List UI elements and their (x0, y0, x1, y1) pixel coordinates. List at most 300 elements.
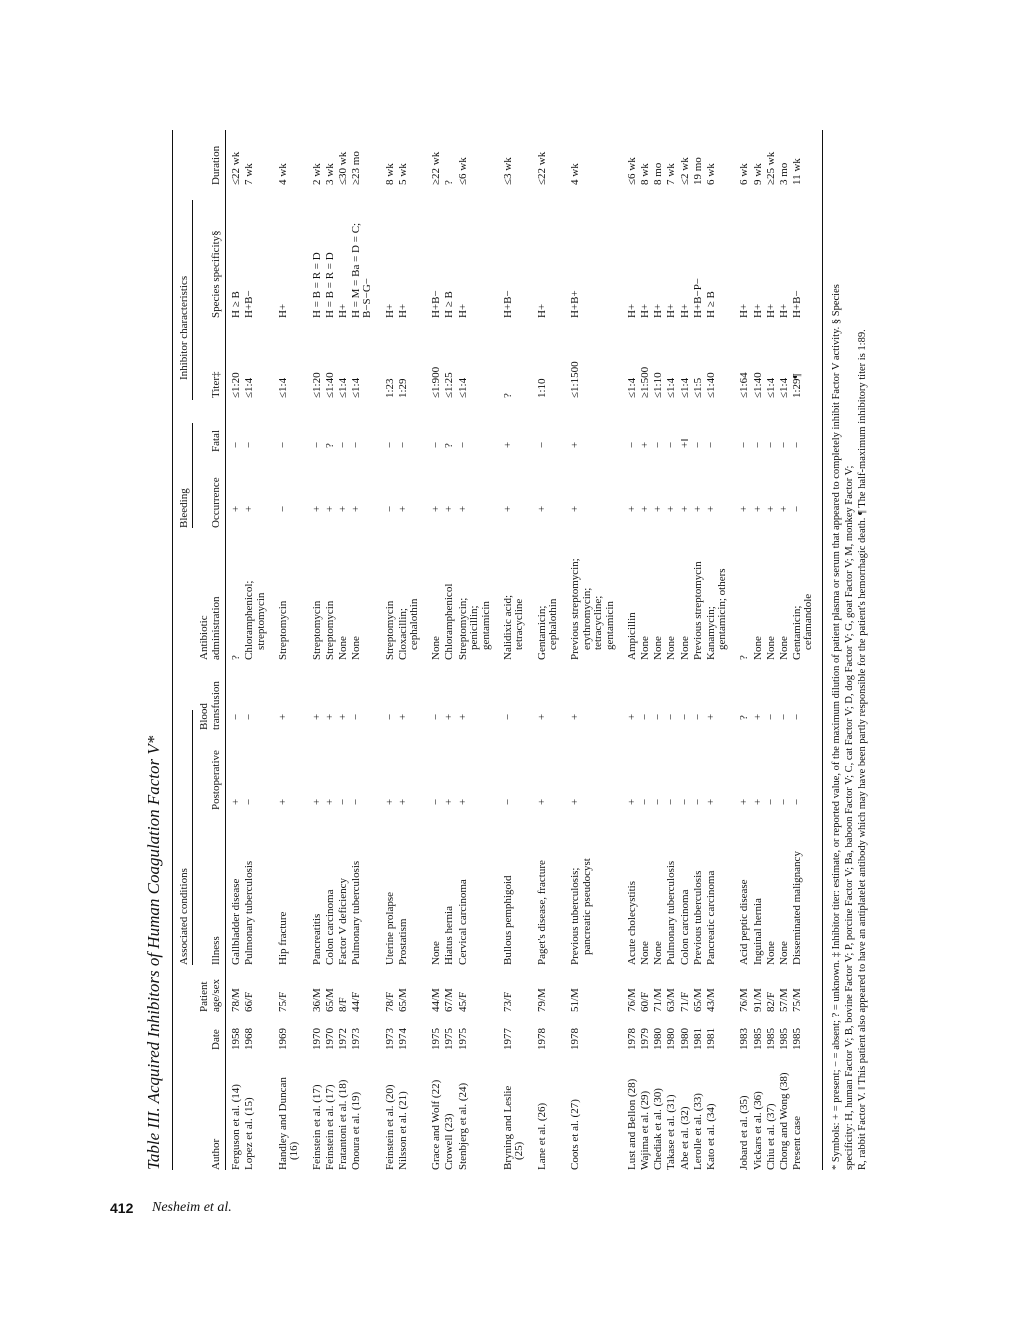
table-footnotes (830, 130, 869, 1170)
cell-species: H+ (535, 303, 548, 318)
cell-age-sex: 67/M (443, 988, 456, 1012)
col-header-occurrence: Occurrence (210, 477, 222, 528)
cell-occurrence: + (349, 505, 362, 512)
cell-author: Kato et al. (34) (704, 1103, 717, 1170)
cell-date: 1985 (751, 1028, 764, 1050)
cell-author: Chediak et al. (30) (652, 1088, 665, 1170)
cell-date: 1978 (626, 1028, 639, 1050)
cell-duration: ≥25 wk (764, 151, 777, 185)
cell-fatal: ? (323, 443, 336, 448)
cell-author: Grace and Wolf (22) (430, 1079, 443, 1170)
cell-species: H+B+ (569, 290, 582, 318)
col-header-patient: Patient (198, 981, 210, 1012)
cell-date: 1970 (323, 1028, 336, 1050)
cell-antibiotic: gentamicin (603, 601, 616, 650)
cell-illness: Cervical carcinoma (456, 879, 469, 965)
cell-transfusion: + (310, 713, 323, 720)
cell-age-sex: 75/M (790, 988, 803, 1012)
cell-species: H = B = R = D (323, 252, 336, 318)
cell-occurrence: + (626, 505, 639, 512)
cell-antibiotic: Ampicillin (626, 612, 639, 660)
cell-occurrence: − (276, 505, 289, 512)
cell-author: Lerolle et al. (33) (691, 1093, 704, 1170)
cell-titer: ≤1:40 (751, 372, 764, 398)
cell-titer: ≤1:64 (738, 372, 751, 398)
cell-species: H+B− (501, 290, 514, 318)
group-rule-associated (192, 710, 193, 965)
cell-antibiotic: streptomycin (254, 592, 267, 650)
cell-duration: 8 wk (383, 163, 396, 185)
cell-antibiotic: None (349, 636, 362, 660)
cell-duration: 5 wk (396, 163, 409, 185)
cell-postoperative: + (323, 798, 336, 805)
col-header-illness: Illness (210, 936, 222, 965)
cell-species: H+ (652, 303, 665, 318)
cell-duration: ≥23 mo (349, 151, 362, 185)
cell-antibiotic: Previous streptomycin; (569, 558, 582, 660)
cell-occurrence: + (243, 505, 256, 512)
cell-species: H+ (626, 303, 639, 318)
cell-transfusion: − (764, 713, 777, 720)
bottom-rule (822, 130, 823, 1170)
cell-species: H = B = R = D (310, 252, 323, 318)
cell-age-sex: 79/M (535, 988, 548, 1012)
cell-illness: Gallbladder disease (230, 878, 242, 965)
cell-age-sex: 82/F (764, 991, 777, 1012)
cell-illness: Prostatism (396, 918, 409, 965)
running-head: Nesheim et al. (152, 1200, 232, 1215)
cell-titer: ≥1:500 (639, 366, 652, 398)
cell-antibiotic: Gentamicin; (535, 605, 548, 660)
landscape-table (140, 120, 880, 1180)
cell-author: Chong and Wong (38) (777, 1072, 790, 1170)
cell-author: Bryning and Leslie (501, 1085, 514, 1170)
cell-date: 1972 (336, 1028, 349, 1050)
cell-postoperative: + (310, 798, 323, 805)
col-header-titer: Titer‡ (210, 371, 222, 398)
cell-occurrence: + (691, 505, 704, 512)
cell-transfusion: − (777, 713, 790, 720)
cell-postoperative: + (396, 798, 409, 805)
cell-author: Feinstein et al. (17) (310, 1084, 323, 1170)
cell-fatal: − (349, 441, 362, 448)
cell-date: 1973 (383, 1028, 396, 1050)
cell-transfusion: − (383, 713, 396, 720)
cell-date: 1981 (691, 1028, 704, 1050)
cell-antibiotic: None (764, 636, 777, 660)
cell-antibiotic: None (751, 636, 764, 660)
cell-fatal: − (790, 441, 803, 448)
cell-date: 1980 (665, 1028, 678, 1050)
cell-species: H ≥ B (443, 291, 456, 318)
cell-fatal: − (777, 441, 790, 448)
cell-transfusion: − (349, 713, 362, 720)
cell-postoperative: + (230, 798, 242, 805)
cell-occurrence: + (764, 505, 777, 512)
cell-species: H+B− (243, 290, 256, 318)
cell-date: 1980 (652, 1028, 665, 1050)
cell-titer: ≤1:4 (764, 377, 777, 398)
cell-transfusion: − (790, 713, 803, 720)
cell-transfusion: + (704, 713, 717, 720)
cell-antibiotic: None (652, 636, 665, 660)
cell-postoperative: − (764, 798, 777, 805)
cell-duration: 6 wk (704, 163, 717, 185)
cell-antibiotic: gentamicin (479, 601, 492, 650)
page-number: 412 (110, 1200, 134, 1216)
cell-species: H ≥ B (704, 291, 717, 318)
cell-titer: ≤1:40 (704, 372, 717, 398)
cell-titer: ≤1:4 (626, 377, 639, 398)
cell-author: Abe et al. (32) (678, 1106, 691, 1170)
cell-fatal: + (501, 441, 514, 448)
cell-age-sex: 36/M (310, 988, 323, 1012)
top-rule (172, 130, 173, 1170)
cell-postoperative: − (349, 798, 362, 805)
cell-antibiotic: None (777, 636, 790, 660)
cell-transfusion: − (501, 713, 514, 720)
cell-duration: 8 mo (652, 162, 665, 185)
cell-postoperative: − (790, 798, 803, 805)
cell-titer: ≤1:4 (349, 377, 362, 398)
col-header-blood: Blood (198, 703, 210, 730)
cell-titer: ≤1:4 (456, 377, 469, 398)
col-header-species: Species specificity§ (210, 230, 222, 318)
cell-date: 1969 (276, 1028, 289, 1050)
cell-occurrence: + (336, 505, 349, 512)
cell-date: 1973 (349, 1028, 362, 1050)
cell-age-sex: 73/F (501, 991, 514, 1012)
cell-illness: Previous tuberculosis (691, 870, 704, 965)
cell-illness: None (639, 941, 652, 965)
cell-author: Lane et al. (26) (535, 1102, 548, 1170)
cell-antibiotic: Streptomycin; (456, 597, 469, 660)
cell-illness: None (777, 941, 790, 965)
group-rule-inhibitor (192, 200, 193, 400)
cell-duration: 7 wk (665, 163, 678, 185)
cell-titer: ≤1:4 (243, 377, 256, 398)
cell-transfusion: + (456, 713, 469, 720)
cell-occurrence: + (310, 505, 323, 512)
cell-transfusion: + (396, 713, 409, 720)
cell-fatal: − (535, 441, 548, 448)
cell-postoperative: − (430, 798, 443, 805)
col-header-administration: administration (210, 596, 222, 660)
cell-fatal: − (243, 441, 256, 448)
cell-species: H+ (764, 303, 777, 318)
cell-transfusion: + (336, 713, 349, 720)
cell-author: Takase et al. (31) (665, 1094, 678, 1170)
group-rule-bleeding (192, 423, 193, 528)
cell-duration: ≤6 wk (626, 157, 639, 185)
col-header-age-sex: age/sex (210, 979, 222, 1012)
cell-duration: 3 wk (323, 163, 336, 185)
cell-titer: ≤1:900 (430, 366, 443, 398)
col-header-antibiotic: Antibiotic (198, 615, 210, 660)
cell-date: 1985 (764, 1028, 777, 1050)
cell-occurrence: + (665, 505, 678, 512)
cell-species: H+B− (430, 290, 443, 318)
cell-postoperative: − (691, 798, 704, 805)
cell-antibiotic: Streptomycin (323, 600, 336, 660)
cell-species: H+ (396, 303, 409, 318)
cell-fatal: − (738, 441, 751, 448)
cell-duration: 11 wk (790, 158, 803, 185)
cell-duration: 7 wk (243, 163, 256, 185)
cell-age-sex: 76/M (626, 988, 639, 1012)
cell-transfusion: + (323, 713, 336, 720)
cell-transfusion: + (569, 713, 582, 720)
cell-illness: None (652, 941, 665, 965)
cell-author: Fratantoni et al. (18) (336, 1079, 349, 1170)
cell-date: 1958 (230, 1028, 242, 1050)
cell-antibiotic: Chloramphenicol (443, 583, 456, 660)
cell-occurrence: + (456, 505, 469, 512)
col-header-duration: Duration (210, 145, 222, 185)
cell-illness: Pulmonary tuberculosis (243, 860, 256, 965)
cell-postoperative: + (626, 798, 639, 805)
header-rule (225, 130, 226, 1170)
footnote-line: * Symbols: + = present; − = absent; ? = unknown. ‡ Inhibitor titer: estimate, or reported value, of the maximum dilution of patient plasma or serum that appeared to completely inhibit Factor V activity. § Species (831, 284, 842, 1170)
cell-date: 1975 (443, 1028, 456, 1050)
cell-postoperative: − (678, 798, 691, 805)
cell-date: 1979 (639, 1028, 652, 1050)
cell-titer: ≤1:25 (443, 372, 456, 398)
cell-postoperative: − (652, 798, 665, 805)
cell-duration: 6 wk (738, 163, 751, 185)
cell-author: Handley and Duncan (276, 1077, 289, 1170)
cell-age-sex: 60/F (639, 991, 652, 1012)
cell-postoperative: + (383, 798, 396, 805)
cell-fatal: − (456, 441, 469, 448)
cell-antibiotic: Streptomycin (310, 600, 323, 660)
cell-transfusion: ? (738, 715, 751, 720)
cell-illness: None (430, 941, 443, 965)
cell-occurrence: + (777, 505, 790, 512)
cell-titer: ≤1:4 (336, 377, 349, 398)
cell-titer: ≤1:10 (652, 372, 665, 398)
group-header-bleeding: Bleeding (178, 488, 190, 528)
cell-titer: 1:23 (383, 378, 396, 398)
cell-illness: Bullous pemphigoid (501, 875, 514, 965)
cell-illness: Colon carcinoma (323, 889, 336, 965)
cell-fatal: ? (443, 443, 456, 448)
cell-illness: Pancreatitis (310, 913, 323, 965)
cell-occurrence: + (652, 505, 665, 512)
cell-author: Jobard et al. (35) (738, 1095, 751, 1170)
cell-age-sex: 71/M (652, 988, 665, 1012)
cell-antibiotic: None (665, 636, 678, 660)
cell-titer: ≤1:5 (691, 377, 704, 398)
cell-postoperative: + (738, 798, 751, 805)
cell-date: 1985 (777, 1028, 790, 1050)
cell-age-sex: 44/F (349, 991, 362, 1012)
cell-occurrence: + (501, 505, 514, 512)
cell-age-sex: 51/M (569, 988, 582, 1012)
cell-antibiotic: cefamandole (802, 593, 815, 650)
cell-titer: ≤1:4 (276, 377, 289, 398)
cell-date: 1978 (535, 1028, 548, 1050)
cell-illness: Acid peptic disease (738, 879, 751, 965)
cell-duration: 9 wk (751, 163, 764, 185)
rotated-table-region (140, 120, 880, 1180)
cell-illness: Hip fracture (276, 911, 289, 965)
cell-species: H+ (678, 303, 691, 318)
cell-occurrence: + (443, 505, 456, 512)
cell-postoperative: − (639, 798, 652, 805)
cell-antibiotic: tetracycline (513, 598, 526, 650)
cell-duration: ≤22 wk (535, 151, 548, 185)
cell-age-sex: 75/F (276, 991, 289, 1012)
cell-author: Present case (790, 1115, 803, 1170)
footnote-line: specificity: H, human Factor V; B, bovine Factor V; P, porcine Factor V; Ba, baboon Factor V; C, cat Factor V; D, dog Factor V; G, goat Factor V; M, monkey Factor V; (844, 465, 855, 1170)
cell-duration: ≤2 wk (678, 157, 691, 185)
cell-age-sex: 43/M (704, 988, 717, 1012)
cell-age-sex: 44/M (430, 988, 443, 1012)
cell-duration: ≤6 wk (456, 157, 469, 185)
cell-species: H+ (383, 303, 396, 318)
cell-date: 1975 (430, 1028, 443, 1050)
cell-illness: Inguinal hernia (751, 898, 764, 965)
cell-postoperative: + (704, 798, 717, 805)
col-header-postoperative: Postoperative (210, 750, 222, 810)
cell-fatal: − (230, 441, 242, 448)
cell-fatal: − (430, 441, 443, 448)
cell-fatal: − (396, 441, 409, 448)
cell-postoperative: + (569, 798, 582, 805)
cell-author: Stenbjerg et al. (24) (456, 1082, 469, 1170)
cell-antibiotic: None (639, 636, 652, 660)
cell-illness: Previous tuberculosis; (569, 867, 582, 965)
col-header-fatal: Fatal (210, 430, 222, 452)
cell-duration: 4 wk (276, 163, 289, 185)
cell-duration: ≤30 wk (336, 151, 349, 185)
cell-transfusion: − (691, 713, 704, 720)
col-header-author: Author (210, 1138, 222, 1170)
cell-species: H+ (738, 303, 751, 318)
cell-author: Lopez et al. (15) (243, 1097, 256, 1170)
cell-antibiotic: Kanamycin; (704, 606, 717, 660)
cell-antibiotic: None (336, 636, 349, 660)
cell-antibiotic: None (430, 636, 443, 660)
col-header-date: Date (210, 1029, 222, 1050)
cell-fatal: − (310, 441, 323, 448)
cell-age-sex: 66/F (243, 991, 256, 1012)
cell-species: H+B−P− (691, 277, 704, 318)
cell-date: 1977 (501, 1028, 514, 1050)
cell-illness: Acute cholecystitis (626, 880, 639, 965)
cell-occurrence: + (751, 505, 764, 512)
cell-illness: Paget's disease, fracture (535, 860, 548, 965)
cell-author: Crowell (23) (443, 1113, 456, 1170)
cell-date: 1985 (790, 1028, 803, 1050)
cell-species: H+ (456, 303, 469, 318)
cell-occurrence: + (678, 505, 691, 512)
cell-date: 1981 (704, 1028, 717, 1050)
cell-occurrence: + (704, 505, 717, 512)
cell-transfusion: + (626, 713, 639, 720)
cell-fatal: − (276, 441, 289, 448)
cell-antibiotic: cephalothin (547, 598, 560, 650)
cell-fatal: − (336, 441, 349, 448)
cell-author: Wajima et al. (29) (639, 1090, 652, 1170)
cell-titer: ≤1:40 (323, 372, 336, 398)
cell-age-sex: 45/F (456, 991, 469, 1012)
cell-titer: ≤1:20 (310, 372, 323, 398)
cell-postoperative: + (276, 798, 289, 805)
cell-illness: Uterine prolapse (383, 892, 396, 965)
cell-age-sex: 57/M (777, 988, 790, 1012)
cell-antibiotic: erythromycin; (580, 587, 593, 650)
cell-antibiotic: penicillin; (468, 605, 481, 650)
cell-duration: ≥22 wk (430, 151, 443, 185)
cell-author: (16) (288, 1141, 301, 1160)
cell-antibiotic: Chloramphenicol; (243, 580, 256, 660)
cell-author: Chiu et al. (37) (764, 1103, 777, 1170)
table-caption: Table III. Acquired Inhibitors of Human Coagulation Factor V* (144, 735, 163, 1170)
cell-occurrence: − (790, 505, 803, 512)
cell-postoperative: + (751, 798, 764, 805)
cell-date: 1968 (243, 1028, 256, 1050)
cell-occurrence: + (639, 505, 652, 512)
cell-date: 1974 (396, 1028, 409, 1050)
cell-species: H ≥ B (230, 291, 242, 318)
cell-illness: Colon carcinoma (678, 889, 691, 965)
cell-transfusion: − (243, 713, 256, 720)
cell-occurrence: + (323, 505, 336, 512)
cell-fatal: − (751, 441, 764, 448)
cell-duration: ≤22 wk (230, 151, 242, 185)
cell-fatal: − (704, 441, 717, 448)
cell-species: H+ (751, 303, 764, 318)
cell-antibiotic: Nalidixic acid; (501, 594, 514, 660)
cell-titer: ? (501, 393, 514, 398)
cell-antibiotic: gentamicin; others (716, 568, 729, 650)
cell-transfusion: + (535, 713, 548, 720)
cell-age-sex: 76/M (738, 988, 751, 1012)
cell-postoperative: − (336, 798, 349, 805)
cell-transfusion: − (652, 713, 665, 720)
cell-illness: Disseminated malignancy (790, 851, 803, 965)
cell-titer: ≤1:4 (678, 377, 691, 398)
cell-occurrence: − (383, 505, 396, 512)
cell-species: B−S−G− (361, 277, 374, 318)
cell-postoperative: − (665, 798, 678, 805)
cell-fatal: + (569, 441, 582, 448)
cell-antibiotic: cephalothin (408, 598, 421, 650)
cell-age-sex: 65/M (691, 988, 704, 1012)
cell-antibiotic: ? (230, 655, 242, 660)
cell-fatal: − (691, 441, 704, 448)
cell-fatal: − (383, 441, 396, 448)
cell-transfusion: + (276, 713, 289, 720)
cell-illness: Pulmonary tuberculosis (665, 860, 678, 965)
cell-species: H+ (276, 303, 289, 318)
group-header-inhibitor: Inhibitor characteristics (178, 275, 190, 380)
cell-occurrence: + (430, 505, 443, 512)
cell-date: 1970 (310, 1028, 323, 1050)
cell-fatal: − (626, 441, 639, 448)
cell-transfusion: − (230, 713, 242, 720)
cell-fatal: − (665, 441, 678, 448)
cell-titer: ≤1:4 (777, 377, 790, 398)
cell-species: H = M = Ba = D = C; (349, 222, 362, 318)
cell-species: H+ (336, 303, 349, 318)
cell-author: Feinstein et al. (20) (383, 1084, 396, 1170)
cell-age-sex: 91/M (751, 988, 764, 1012)
cell-antibiotic: tetracycline; (592, 595, 605, 650)
cell-transfusion: − (430, 713, 443, 720)
